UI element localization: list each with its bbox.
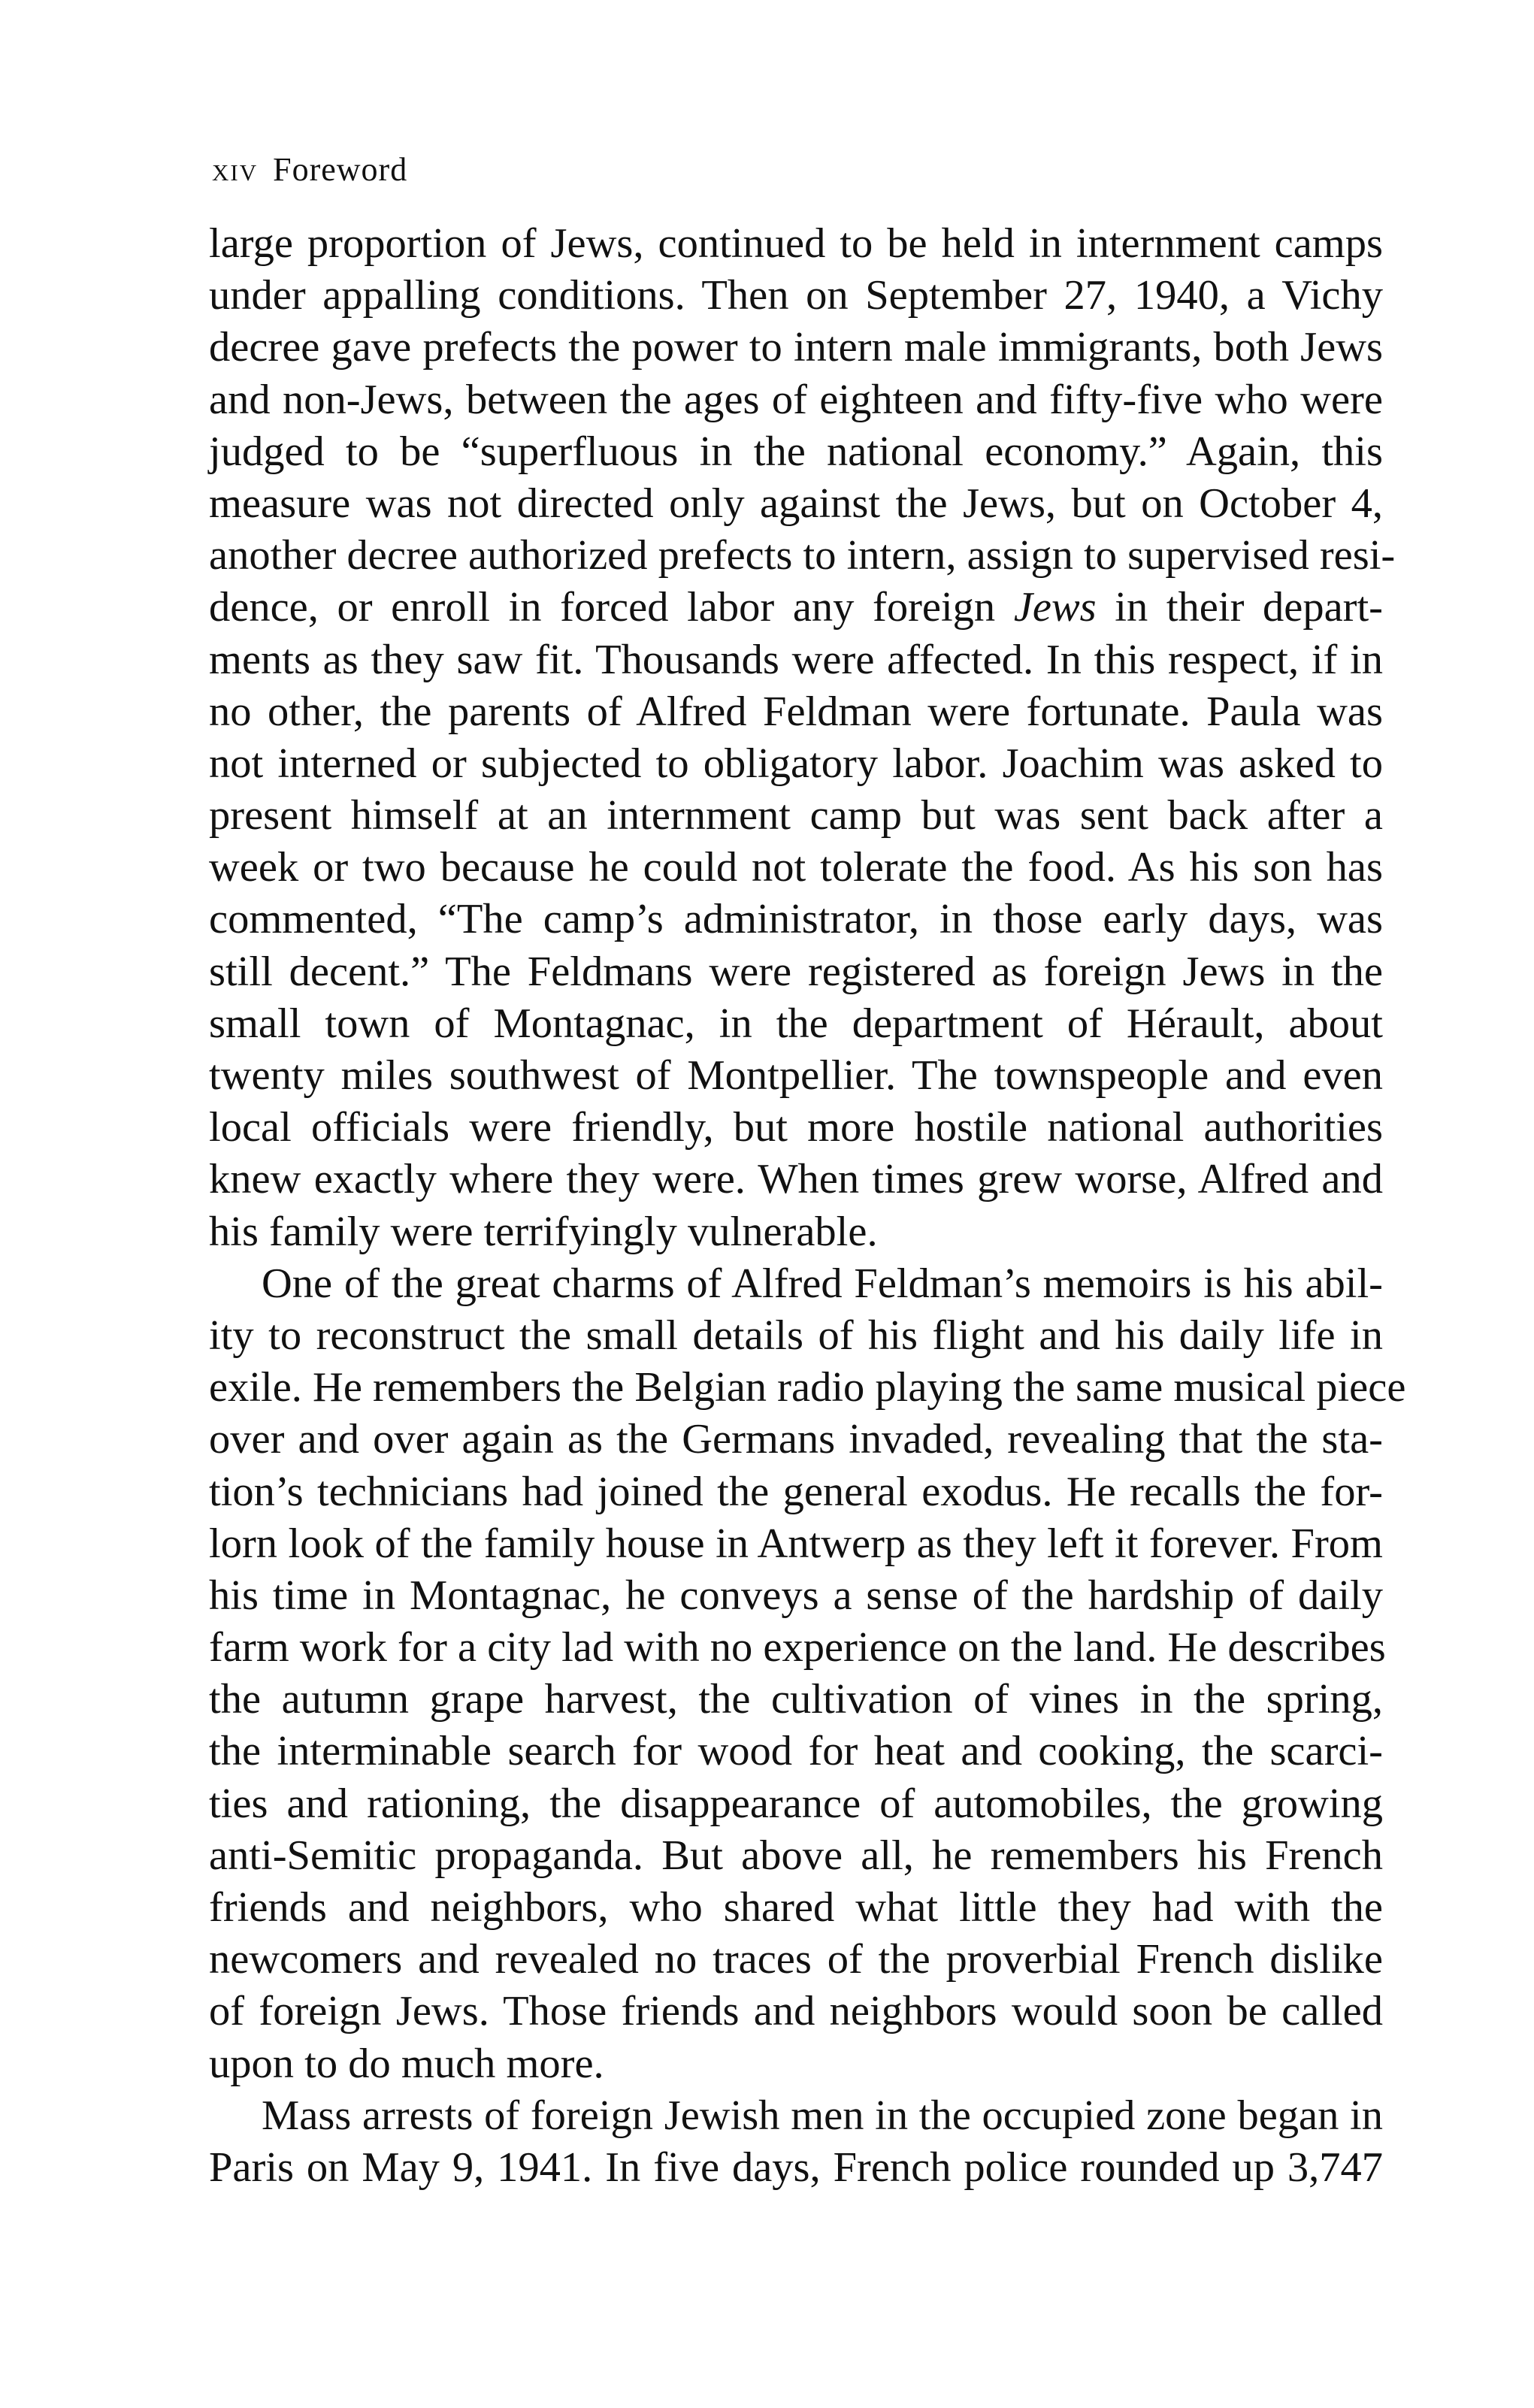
text-line: knew exactly where they were. When times grew worse, Alfred and <box>209 1156 1383 1203</box>
text-line: still decent.” The Feldmans were registered as foreign Jews in the <box>209 948 1383 995</box>
text-line: local officials were friendly, but more hostile national authorities <box>209 1104 1383 1151</box>
text-line: commented, “The camp’s administrator, in those early days, was <box>209 896 1383 943</box>
text-line: no other, the parents of Alfred Feldman were fortunate. Paula was <box>209 688 1383 735</box>
text-line: ments as they saw fit. Thousands were affected. In this respect, if in <box>209 636 1383 683</box>
text-line: decree gave prefects the power to intern male immigrants, both Jews <box>209 324 1383 371</box>
text-line: of foreign Jews. Those friends and neighbors would soon be called <box>209 1988 1383 2035</box>
text-line: his time in Montagnac, he conveys a sense of the hardship of daily <box>209 1572 1383 1619</box>
running-head <box>212 147 407 192</box>
text-line <box>209 582 1383 634</box>
text-line: week or two because he could not tolerate the food. As his son has <box>209 844 1383 891</box>
text-line: ity to reconstruct the small details of his flight and his daily life in <box>209 1311 1383 1359</box>
text-line: his family were terrifyingly vulnerable. <box>209 1208 878 1255</box>
text-line: upon to do much more. <box>209 2040 604 2087</box>
text-line: anti-Semitic propaganda. But above all, he remembers his French <box>209 1832 1383 1879</box>
text-line: One of the great charms of Alfred Feldman’s memoirs is his abil- <box>262 1260 1383 1307</box>
text-line: friends and neighbors, who shared what little they had with the <box>209 1884 1383 1931</box>
text-line: not interned or subjected to obligatory labor. Joachim was asked to <box>209 740 1383 787</box>
text-line: farm work for a city lad with no experience on the land. He describes <box>209 1624 1386 1671</box>
text-span: in their depart- <box>1096 584 1383 631</box>
text-line: another decree authorized prefects to intern, assign to supervised resi- <box>209 532 1396 579</box>
text-line: under appalling conditions. Then on September 27, 1940, a Vichy <box>209 272 1383 319</box>
text-line: lorn look of the family house in Antwerp as they left it forever. From <box>209 1520 1383 1567</box>
text-line: present himself at an internment camp but was sent back after a <box>209 792 1383 839</box>
text-line: tion’s technicians had joined the general exodus. He recalls the for- <box>209 1468 1383 1515</box>
body-text <box>209 218 1406 2194</box>
text-line: Paris on May 9, 1941. In five days, French police rounded up 3,747 <box>209 2143 1383 2191</box>
text-line: small town of Montagnac, in the department of Hérault, about <box>209 1000 1383 1047</box>
text-line: ties and rationing, the disappearance of automobiles, the growing <box>209 1780 1383 1827</box>
text-line: exile. He remembers the Belgian radio playing the same musical piece <box>209 1364 1406 1411</box>
text-line: newcomers and revealed no traces of the proverbial French dislike <box>209 1936 1383 1983</box>
text-line: Mass arrests of foreign Jewish men in the occupied zone began in <box>262 2092 1383 2139</box>
text-span: dence, or enroll in forced labor any foreign <box>209 584 1014 631</box>
italic-word: Jews <box>1013 584 1097 631</box>
text-line: the autumn grape harvest, the cultivation of vines in the spring, <box>209 1676 1383 1723</box>
text-line: and non-Jews, between the ages of eighteen and fifty-five who were <box>209 376 1383 423</box>
text-line: twenty miles southwest of Montpellier. The townspeople and even <box>209 1052 1383 1099</box>
text-line: measure was not directed only against the Jews, but on October 4, <box>209 479 1383 527</box>
text-line: large proportion of Jews, continued to be held in internment camps <box>209 220 1383 267</box>
text-line: judged to be “superfluous in the national economy.” Again, this <box>209 428 1383 475</box>
page-number: xiv <box>212 151 259 188</box>
running-title: Foreword <box>273 151 408 188</box>
text-line: the interminable search for wood for heat and cooking, the scarci- <box>209 1728 1383 1775</box>
text-line: over and over again as the Germans invaded, revealing that the sta- <box>209 1416 1383 1463</box>
